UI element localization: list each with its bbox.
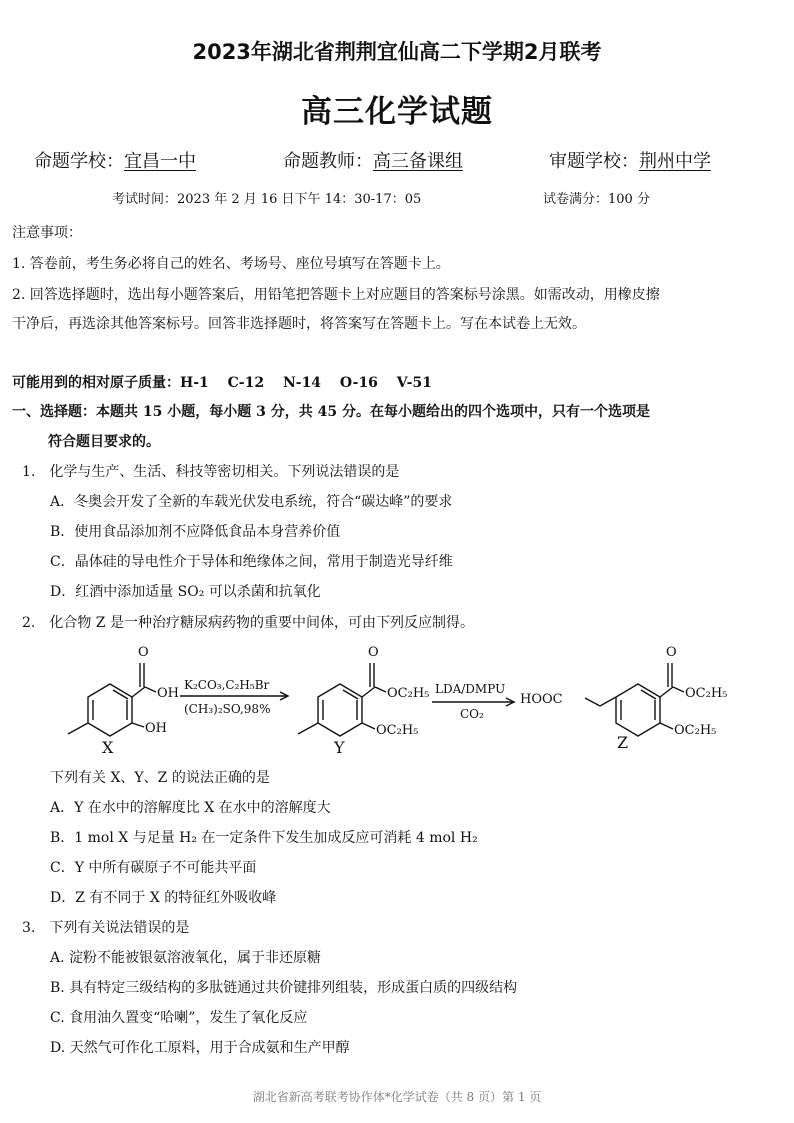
z-acid-group: HOOC	[520, 692, 563, 707]
question-1-option-c: C．晶体硅的导电性介于导体和绝缘体之间，常用于制造光导纤维	[50, 554, 453, 570]
ring-z	[616, 684, 660, 736]
z-carbonyl-o: O	[666, 645, 677, 660]
question-2-option-a: A．Y 在水中的溶解度比 X 在水中的溶解度大	[50, 800, 331, 816]
full-score: 试卷满分：100 分	[543, 192, 650, 207]
question-1-option-a: A．冬奥会开发了全新的车载光伏发电系统，符合“碳达峰”的要求	[50, 494, 453, 510]
review-school-label: 审题学校：	[549, 151, 639, 172]
ring-y	[318, 684, 362, 736]
question-1-stem: 1. 化学与生产、生活、科技等密切相关。下列说法错误的是	[22, 464, 400, 480]
x-phenol-oh: OH	[145, 721, 167, 736]
question-1-option-b: B．使用食品添加剂不应降低食品本身营养价值	[50, 524, 341, 540]
y-ether-group: OC₂H₅	[376, 723, 419, 738]
proposer-school-value: 宜昌一中	[124, 151, 196, 172]
label-z: Z	[617, 733, 629, 752]
z-ether-group: OC₂H₅	[674, 723, 717, 738]
notice-item-2b: 干净后，再选涂其他答案标号。回答非选择题时，将答案写在答题卡上。写在本试卷上无效。	[12, 316, 586, 332]
proposer-school	[34, 147, 196, 173]
proposer-school-label: 命题学校：	[34, 151, 124, 172]
question-2-stem: 2. 化合物 Z 是一种治疗糖尿病药物的重要中间体，可由下列反应制得。	[22, 615, 474, 631]
question-3-option-d: D. 天然气可作化工原料，用于合成氨和生产甲醇	[50, 1040, 350, 1056]
question-3-option-c: C. 食用油久置变“哈喇”，发生了氧化反应	[50, 1010, 308, 1026]
question-2-substem: 下列有关 X、Y、Z 的说法正确的是	[50, 770, 270, 786]
notice-heading: 注意事项：	[12, 225, 82, 241]
reagent-1-bottom: (CH₃)₂SO,98%	[184, 702, 271, 716]
question-3-option-a: A. 淀粉不能被银氨溶液氧化，属于非还原糖	[50, 950, 322, 966]
proposer-teacher-value: 高三备课组	[373, 151, 463, 172]
reaction-scheme	[40, 636, 760, 766]
review-school-value: 荆州中学	[639, 151, 711, 172]
section-heading: 一、选择题：本题共 15 小题，每小题 3 分，共 45 分。在每小题给出的四个选项中，只有一个选项是	[12, 404, 650, 420]
notice-item-2a: 2. 回答选择题时，选出每小题答案后，用铅笔把答题卡上对应题目的答案标号涂黑。如需改动，用橡皮擦	[12, 287, 660, 303]
page-footer: 湖北省新高考联考协作体*化学试卷（共 8 页）第 1 页	[252, 1090, 542, 1104]
question-3-stem: 3. 下列有关说法错误的是	[22, 920, 190, 936]
proposer-teacher	[283, 147, 463, 173]
x-acid-oh: OH	[157, 686, 179, 701]
review-school	[549, 147, 711, 173]
atomic-masses: 可能用到的相对原子质量：H-1 C-12 N-14 O-16 V-51	[12, 375, 432, 391]
exam-time: 考试时间：2023 年 2 月 16 日下午 14：30-17：05	[112, 192, 422, 207]
z-ester-group: OC₂H₅	[685, 686, 728, 701]
question-2-option-b: B．1 mol X 与足量 H₂ 在一定条件下发生加成反应可消耗 4 mol H₂	[50, 830, 478, 846]
notice-item-1: 1. 答卷前，考生务必将自己的姓名、考场号、座位号填写在答题卡上。	[12, 256, 450, 272]
y-ester-group: OC₂H₅	[387, 686, 430, 701]
question-2-option-d: D．Z 有不同于 X 的特征红外吸收峰	[50, 890, 277, 906]
section-heading-cont: 符合题目要求的。	[48, 434, 160, 450]
x-carbonyl-o: O	[138, 645, 149, 660]
question-2-option-c: C．Y 中所有碳原子不可能共平面	[50, 860, 257, 876]
label-x: X	[102, 738, 114, 757]
paper-title: 高三化学试题	[301, 94, 493, 130]
y-carbonyl-o: O	[368, 645, 379, 660]
ring-x	[88, 684, 132, 736]
label-y: Y	[334, 738, 345, 757]
question-1-option-d: D．红酒中添加适量 SO₂ 可以杀菌和抗氧化	[50, 584, 321, 600]
reagent-2-top: LDA/DMPU	[435, 682, 506, 696]
proposer-teacher-label: 命题教师：	[283, 151, 373, 172]
reagent-1-top: K₂CO₃,C₂H₅Br	[184, 678, 270, 692]
exam-title: 2023年湖北省荆荆宜仙高二下学期2月联考	[192, 40, 602, 64]
question-3-option-b: B. 具有特定三级结构的多肽链通过共价键排列组装，形成蛋白质的四级结构	[50, 980, 518, 996]
reagent-2-bottom: CO₂	[460, 707, 484, 721]
